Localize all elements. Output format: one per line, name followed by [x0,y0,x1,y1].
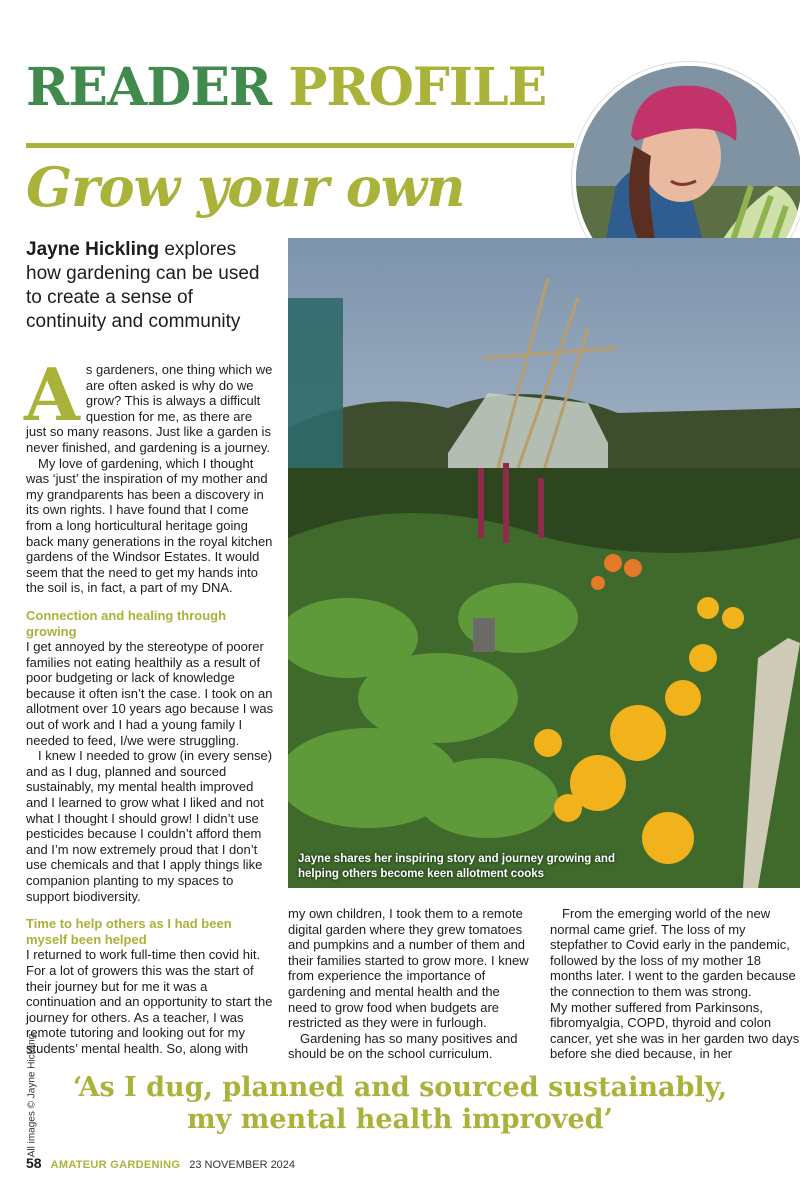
standfirst-text: explores how gardening can be used to create a sense of continuity and community [26,239,260,332]
standfirst [26,238,276,334]
image-credit: All images © Jayne Hickling [26,1033,38,1158]
header-word-profile: PROFILE [288,57,547,118]
pull-quote-line-1: ‘As I dug, planned and sourced sustainably, [72,1072,728,1103]
photo-caption: Jayne shares her inspiring story and journey growing and helping others become keen allotment cooks [298,853,615,880]
magazine-name: AMATEUR GARDENING [50,1159,181,1171]
header-rule [26,143,574,148]
pull-quote [0,1072,800,1136]
issue-date: 23 NOVEMBER 2024 [189,1159,296,1171]
article-column-2 [288,906,530,1062]
allotment-photo [288,238,800,888]
paragraph: Gardening has so many positives and should be on the school curriculum. [288,1030,518,1062]
drop-cap: A [24,352,80,437]
section-header [26,57,547,118]
header-word-reader: READER [26,57,272,118]
paragraph: I knew I needed to grow (in every sense) and as I dug, planned and sourced sustainably, my mental health improved and I learned to grow what I liked and not what I thought I should grow! I didn’t use pesticides because I couldn’t afford them and I’m now extremely proud that I don’t use chemicals and that I apply things like companion planting to my spaces to support biodiversity. [26,748,273,904]
page-number: 58 [26,1155,42,1171]
paragraph: From the emerging world of the new normal came grief. The loss of my stepfather to Covid early in the pandemic, followed by the loss of my mother 18 months later. I went to the garden because the connection to them was strong. [550,906,796,999]
paragraph: I returned to work full-time then covid hit. For a lot of growers this was the start of their journey but for me it was a continuation and an opportunity to start the journey for others. As a teacher, I was remote tutoring and looking out for my students’ mental health. So, along with [26,947,273,1056]
paragraph: my own children, I took them to a remote digital garden where they grew tomatoes and pumpkins and a number of them and their families started to grow more. I knew from experience the importance of gardening and mental health and the need to grow food when budgets are restricted as they were in furlough. [288,906,529,1031]
paragraph: I get annoyed by the stereotype of poorer families not eating healthily as a result of poor budgeting or lack of knowledge because it often isn’t the case. I took on an allotment over 10 years ago because I was out of work and I had a young family I needed to feed, I/we were struggling. [26,639,274,748]
author-name: Jayne Hickling [26,239,160,260]
subheading: Time to help others as I had been myself been helped [26,916,232,947]
paragraph: s gardeners, one thing which we are often asked is why do we grow? This is always a difficult question for me, as there are just so many reasons. Just like a garden is never finished, and gardening is a journey. [26,362,273,455]
article-headline: Grow your own [26,155,465,219]
subheading: Connection and healing through growing [26,607,227,639]
paragraph: My love of gardening, which I thought was ‘just’ the inspiration of my mother and my grandparents has been a discovery in its own rights. I have found that I come from a long horticultural heritage going back many generations in the royal kitchen gardens of the Windsor Estates. It would seem that the need to get my hands into the soil is, in fact, a part of my DNA. [26,455,273,596]
allotment-illustration [288,238,800,888]
page-footer [26,1155,295,1171]
paragraph: My mother suffered from Parkinsons, fibromyalgia, COPD, thyroid and colon cancer, yet she was in her garden two days before she died because, in her [550,999,800,1062]
article-column-1 [24,352,274,1057]
article-column-3 [550,906,800,1062]
pull-quote-line-2: my mental health improved’ [187,1104,613,1135]
